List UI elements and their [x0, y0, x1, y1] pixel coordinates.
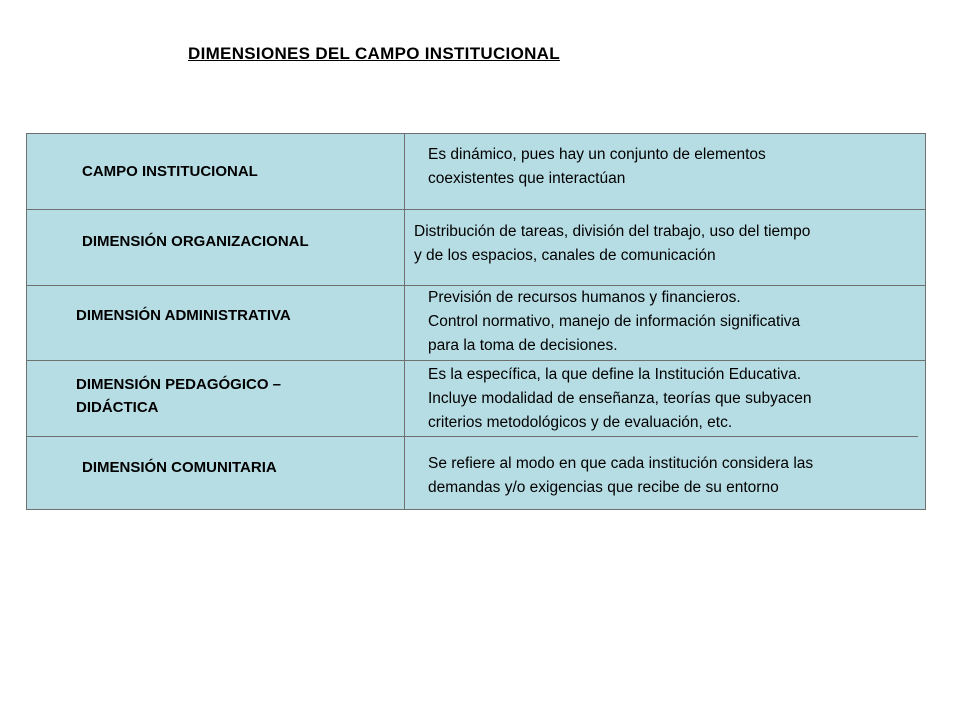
row-description-pedagogico: [428, 363, 811, 435]
description-line: demandas y/o exigencias que recibe de su entorno: [428, 479, 779, 496]
description-line: Incluye modalidad de enseñanza, teorías que subyacen: [428, 390, 812, 407]
description-line: Control normativo, manejo de información significativa: [428, 313, 801, 330]
row-label-line: DIMENSIÓN ADMINISTRATIVA: [76, 307, 291, 324]
row-divider: [26, 436, 918, 437]
row-description-administrativa: [428, 286, 800, 358]
row-divider: [26, 360, 926, 361]
page-title: DIMENSIONES DEL CAMPO INSTITUCIONAL: [188, 44, 560, 63]
row-label-comunitaria: [82, 456, 277, 479]
description-line: Previsión de recursos humanos y financieros.: [428, 289, 741, 306]
description-line: Es dinámico, pues hay un conjunto de elementos: [428, 146, 766, 163]
description-line: criterios metodológicos y de evaluación, etc.: [428, 414, 733, 431]
row-divider: [26, 209, 926, 210]
row-label-pedagogico: [76, 373, 281, 419]
row-label-campo-institucional: [82, 160, 258, 183]
column-divider: [404, 133, 405, 510]
row-label-line: DIMENSIÓN COMUNITARIA: [82, 459, 277, 476]
description-line: para la toma de decisiones.: [428, 337, 618, 354]
row-label-organizacional: [82, 230, 309, 253]
row-label-administrativa: [76, 304, 291, 327]
description-line: Se refiere al modo en que cada institución considera las: [428, 455, 814, 472]
description-line: y de los espacios, canales de comunicación: [414, 247, 716, 264]
row-label-line: DIMENSIÓN ORGANIZACIONAL: [82, 233, 309, 250]
description-line: Es la específica, la que define la Institución Educativa.: [428, 366, 802, 383]
description-line: coexistentes que interactúan: [428, 170, 626, 187]
row-label-line: CAMPO INSTITUCIONAL: [82, 163, 258, 180]
description-line: Distribución de tareas, división del trabajo, uso del tiempo: [414, 223, 811, 240]
row-description-comunitaria: [428, 452, 813, 500]
row-description-campo-institucional: [428, 143, 766, 191]
row-description-organizacional: [414, 220, 810, 268]
row-label-line: DIMENSIÓN PEDAGÓGICO –: [76, 376, 282, 393]
row-label-line: DIDÁCTICA: [76, 399, 159, 416]
